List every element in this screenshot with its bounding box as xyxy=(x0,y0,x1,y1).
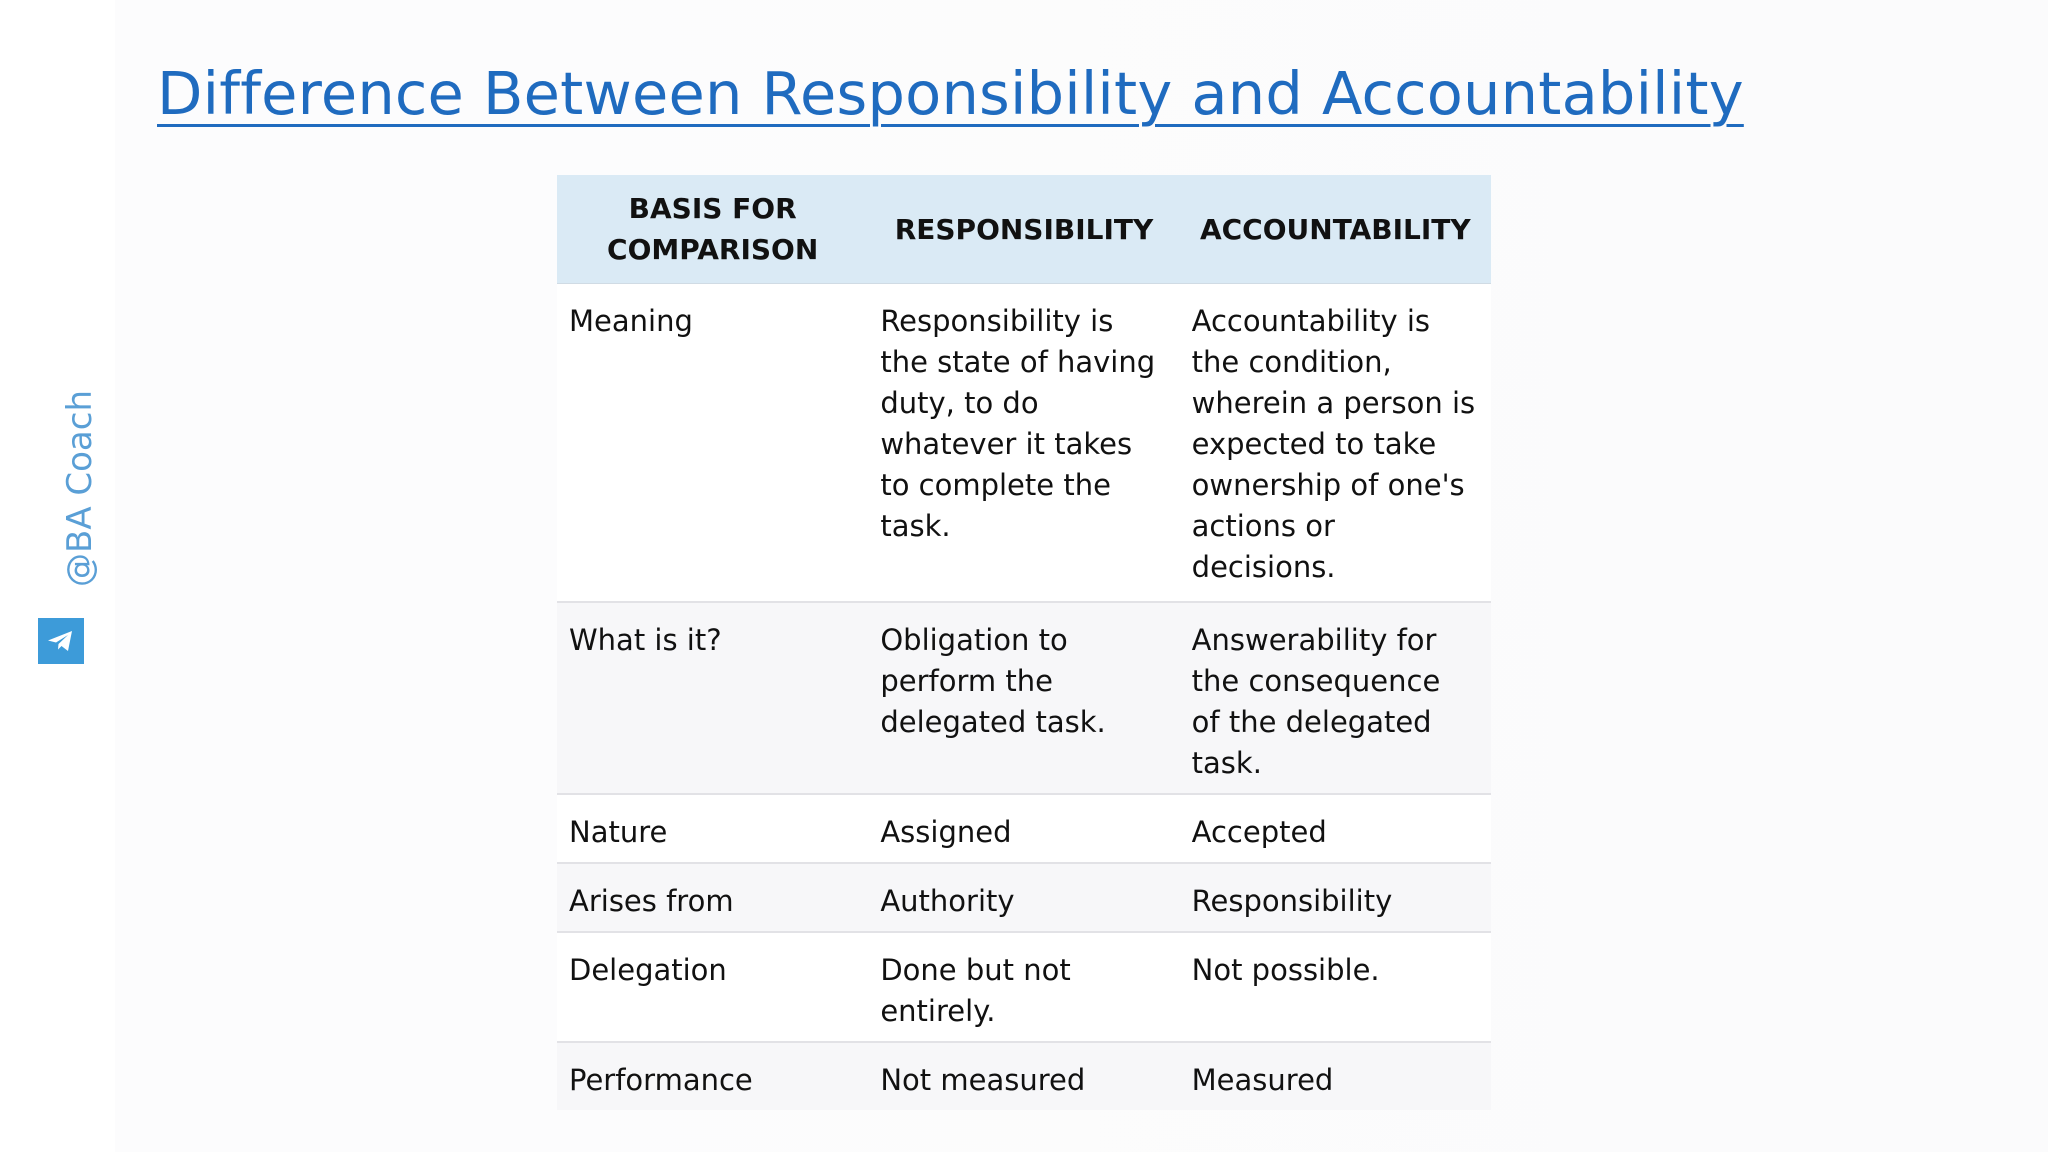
cell-responsibility: Obligation to perform the delegated task. xyxy=(868,602,1179,794)
header-basis-line-2: COMPARISON xyxy=(607,233,819,266)
cell-accountability: Not possible. xyxy=(1180,932,1491,1042)
cell-responsibility: Done but not entirely. xyxy=(868,932,1179,1042)
table-row-meaning xyxy=(557,284,1491,603)
comparison-table xyxy=(557,175,1491,1110)
cell-accountability: Accountability is the condition, wherein a person is expected to take ownership of one's actions or decisions. xyxy=(1180,284,1491,603)
cell-accountability: Responsibility xyxy=(1180,863,1491,932)
channel-handle: @BA Coach xyxy=(60,389,100,587)
telegram-icon xyxy=(38,618,84,664)
table-row-delegation xyxy=(557,932,1491,1042)
table-body xyxy=(557,284,1491,1111)
slide-title: Difference Between Responsibility and Accountability xyxy=(157,59,1744,128)
header-accountability: ACCOUNTABILITY xyxy=(1180,175,1491,284)
table-header xyxy=(557,175,1491,284)
cell-basis: Meaning xyxy=(557,284,868,603)
cell-basis: Nature xyxy=(557,794,868,863)
header-responsibility: RESPONSIBILITY xyxy=(868,175,1179,284)
cell-basis: Delegation xyxy=(557,932,868,1042)
cell-responsibility: Not measured xyxy=(868,1042,1179,1110)
cell-responsibility: Authority xyxy=(868,863,1179,932)
table-row-nature xyxy=(557,794,1491,863)
table-row-arises-from xyxy=(557,863,1491,932)
cell-accountability: Measured xyxy=(1180,1042,1491,1110)
header-basis-for-comparison xyxy=(557,175,868,284)
cell-basis: Performance xyxy=(557,1042,868,1110)
cell-responsibility: Responsibility is the state of having duty, to do whatever it takes to complete the task. xyxy=(868,284,1179,603)
header-basis-line-1: BASIS FOR xyxy=(628,192,797,225)
cell-accountability: Answerability for the consequence of the delegated task. xyxy=(1180,602,1491,794)
table-row-performance xyxy=(557,1042,1491,1110)
cell-responsibility: Assigned xyxy=(868,794,1179,863)
channel-watermark xyxy=(38,389,100,664)
cell-basis: What is it? xyxy=(557,602,868,794)
cell-accountability: Accepted xyxy=(1180,794,1491,863)
cell-basis: Arises from xyxy=(557,863,868,932)
header-row xyxy=(557,175,1491,284)
table-row-what-is-it xyxy=(557,602,1491,794)
